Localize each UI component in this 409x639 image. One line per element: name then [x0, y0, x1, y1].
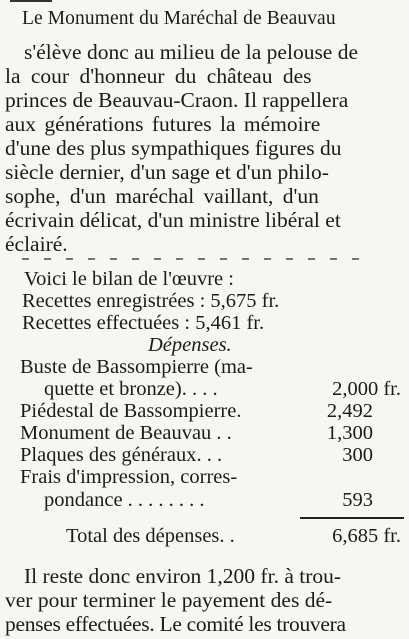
- expense-amount: 2,492: [326, 400, 373, 422]
- text-line: d'une des plus sympathiques figures du: [5, 136, 342, 160]
- expense-amount: 1,300: [326, 422, 373, 444]
- expense-amount: 593: [342, 489, 373, 511]
- receipts-registered: Recettes enregistrées : 5,675 fr.: [22, 290, 280, 312]
- text-line: aux générations futures la mémoire: [5, 112, 321, 136]
- expense-label: Buste de Bassompierre (ma-: [20, 356, 253, 378]
- text-line: princes de Beauvau-Craon. Il rappellera: [5, 88, 349, 112]
- cut-off-text-fragment: [10, 0, 52, 2]
- expense-amount: 2,000 fr.: [332, 378, 401, 400]
- expense-amount: 300: [342, 444, 373, 466]
- total-amount: 6,685 fr.: [332, 525, 401, 547]
- text-line: éclairé.: [5, 232, 68, 256]
- text-line: sophe, d'un maréchal vaillant, d'un: [5, 184, 319, 208]
- text-line: siècle dernier, d'un sage et d'un philo-: [5, 160, 329, 184]
- receipts-collected: Recettes effectuées : 5,461 fr.: [22, 312, 265, 334]
- expense-label: quette et bronze). . . .: [44, 378, 218, 400]
- expense-label: Plaques des généraux. . .: [20, 444, 223, 466]
- text-line: écrivain délicat, d'un ministre libéral et: [5, 208, 341, 232]
- accounts-intro: Voici le bilan de l'œuvre :: [24, 268, 234, 290]
- article-heading: Le Monument du Maréchal de Beauvau: [22, 8, 336, 29]
- text-line: s'élève donc au milieu de la pelouse de: [24, 40, 359, 64]
- text-line: Il reste donc environ 1,200 fr. à trou-: [24, 564, 342, 588]
- total-label: Total des dépenses. .: [66, 525, 235, 547]
- expense-label: Piédestal de Bassompierre.: [20, 400, 242, 422]
- expense-label: pondance . . . . . . . .: [44, 489, 205, 511]
- total-rule: [300, 517, 404, 519]
- text-line: ver pour terminer le payement des dé-: [5, 588, 333, 612]
- text-line: penses effectuées. Le comité les trouvera: [5, 612, 346, 636]
- text-line: la cour d'honneur du château des: [5, 64, 312, 88]
- cropped-text-line: [22, 258, 362, 260]
- expenses-heading: Dépenses.: [148, 334, 232, 356]
- expense-label: Frais d'impression, corres-: [20, 466, 238, 488]
- expense-label: Monument de Beauvau . .: [20, 422, 232, 444]
